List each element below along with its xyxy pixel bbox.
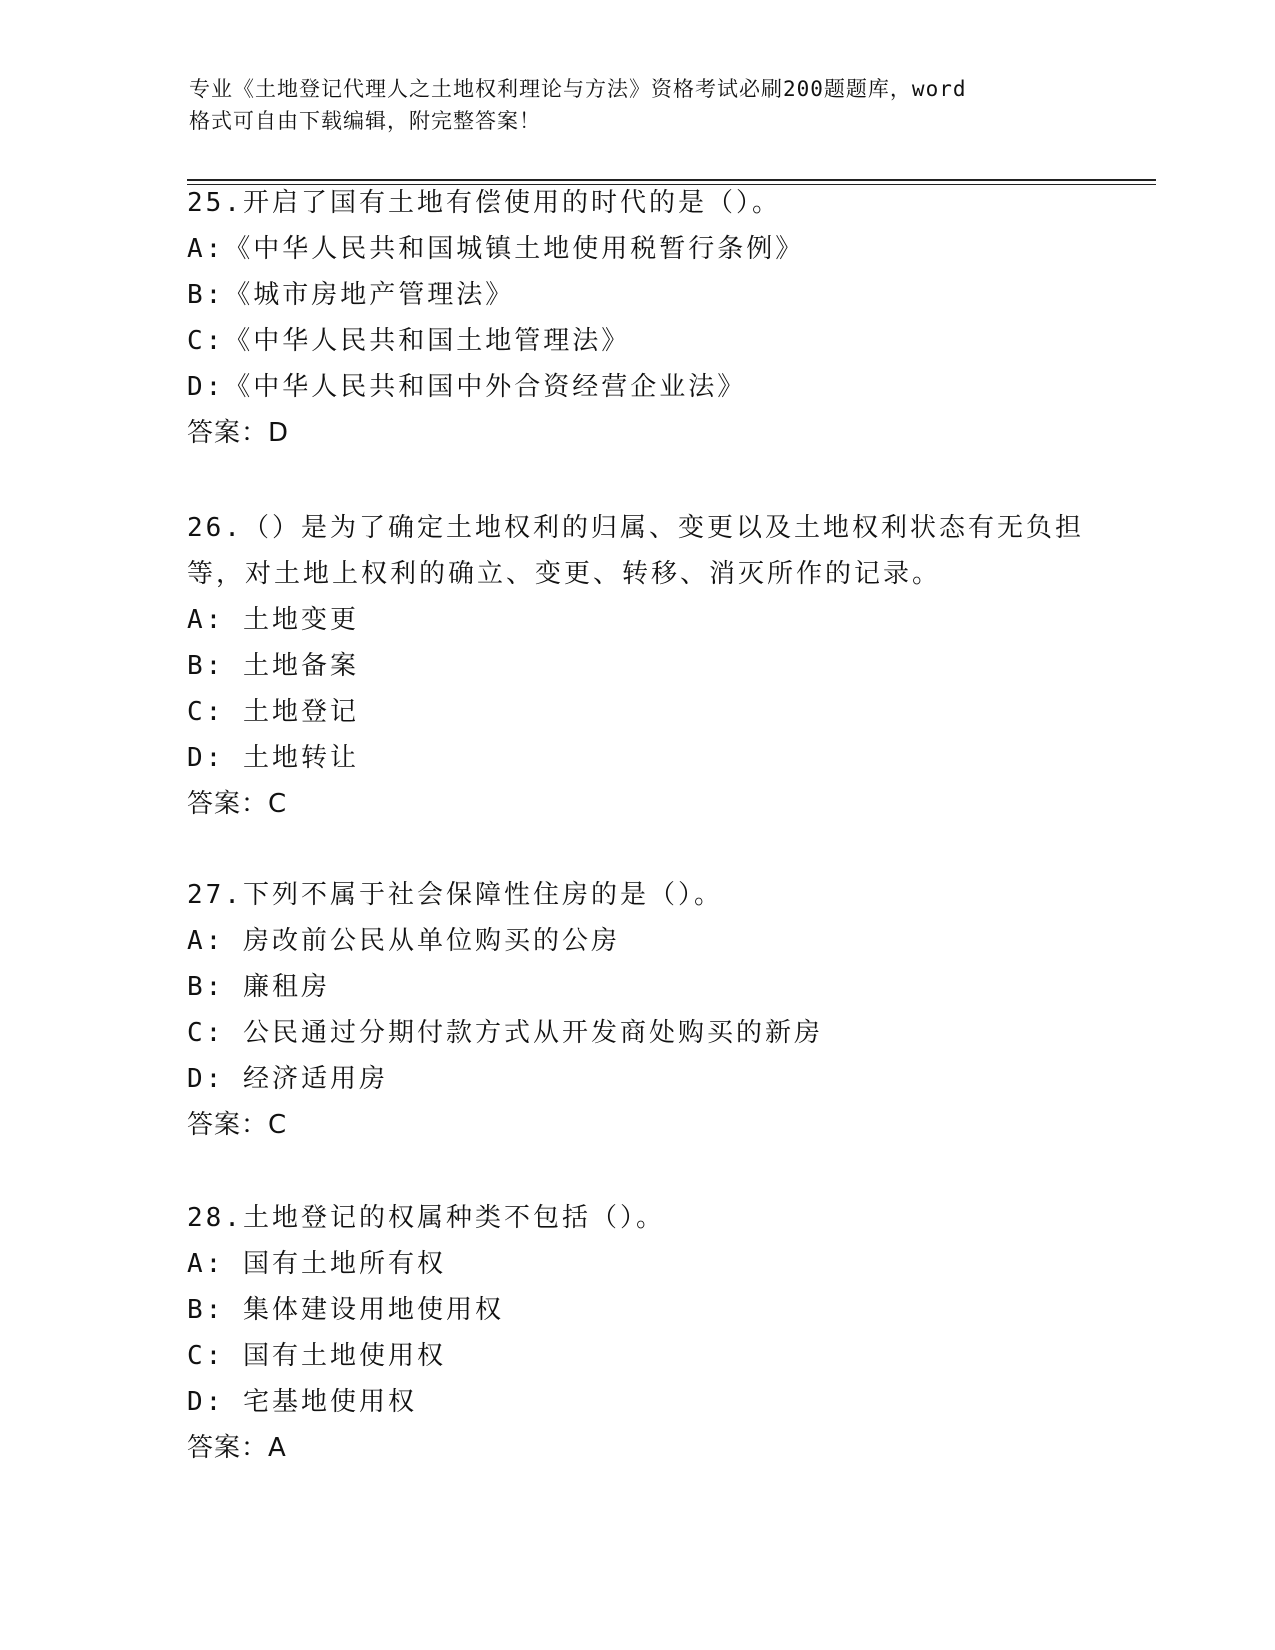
question-stem: 25.开启了国有土地有偿使用的时代的是（）。 (187, 188, 781, 218)
option-d: D: 宅基地使用权 (187, 1387, 417, 1417)
answer-line: 答案：A (187, 1433, 287, 1463)
option-d: D: 经济适用房 (187, 1064, 388, 1094)
question-stem: 26.（）是为了确定土地权利的归属、变更以及土地权利状态有无负担 (187, 513, 1084, 543)
option-c: C: 公民通过分期付款方式从开发商处购买的新房 (187, 1018, 823, 1048)
option-d: D: 土地转让 (187, 743, 359, 773)
option-d: D:《中华人民共和国中外合资经营企业法》 (187, 372, 747, 402)
option-a: A:《中华人民共和国城镇土地使用税暂行条例》 (187, 234, 805, 264)
option-a: A: 国有土地所有权 (187, 1249, 446, 1279)
header-line: 专业《土地登记代理人之土地权利理论与方法》资格考试必刷200题题库，word (189, 77, 967, 101)
header-line: 格式可自由下载编辑，附完整答案！ (189, 109, 541, 133)
option-c: C: 土地登记 (187, 697, 359, 727)
question-block (187, 872, 1087, 1148)
answer-line: 答案：C (187, 1110, 288, 1140)
option-c: C: 国有土地使用权 (187, 1341, 446, 1371)
option-c: C:《中华人民共和国土地管理法》 (187, 326, 631, 356)
option-a: A: 房改前公民从单位购买的公房 (187, 926, 620, 956)
option-a: A: 土地变更 (187, 605, 359, 635)
answer-line: 答案：C (187, 789, 288, 819)
question-block (187, 505, 1087, 827)
option-b: B: 土地备案 (187, 651, 359, 681)
document-header (189, 73, 1089, 137)
option-b: B: 廉租房 (187, 972, 330, 1002)
option-b: B:《城市房地产管理法》 (187, 280, 515, 310)
question-stem: 28.土地登记的权属种类不包括（）。 (187, 1203, 665, 1233)
answer-line: 答案：D (187, 418, 290, 448)
question-block (187, 1195, 1087, 1471)
option-b: B: 集体建设用地使用权 (187, 1295, 504, 1325)
question-block (187, 180, 1087, 456)
question-stem: 27.下列不属于社会保障性住房的是（）。 (187, 880, 723, 910)
question-stem-continued: 等，对土地上权利的确立、变更、转移、消灭所作的记录。 (187, 559, 942, 589)
